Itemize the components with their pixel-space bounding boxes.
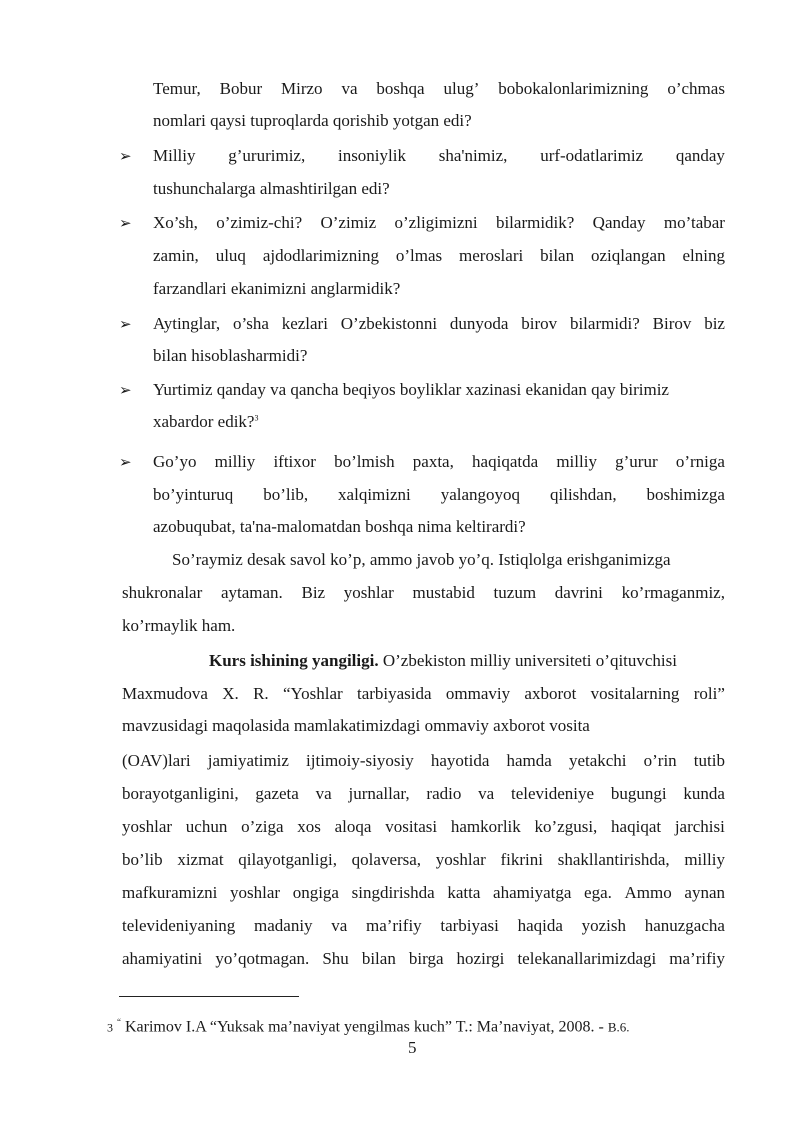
bullet-arrow-icon: ➢	[119, 453, 132, 471]
word: va	[341, 79, 358, 98]
word: “Yoshlar	[283, 684, 343, 703]
text-line: ko’rmaylik ham.	[122, 616, 236, 635]
word: insoniylik	[337, 146, 406, 165]
word: O’zbekistonni	[340, 314, 438, 333]
word: hozirgi	[456, 949, 505, 968]
word: yozish	[581, 916, 626, 935]
word: iftixor	[273, 452, 316, 471]
word: oziqlangan	[591, 246, 666, 265]
word: ajdodlarimizning	[262, 246, 379, 265]
word: Qanday	[592, 213, 646, 232]
word: xos	[297, 817, 321, 836]
list-item-line	[153, 212, 725, 234]
word: Mirzo	[281, 79, 323, 98]
word: bilan	[540, 246, 575, 265]
text-line	[153, 484, 725, 506]
word: haqiqatda	[472, 452, 539, 471]
word: va	[331, 916, 348, 935]
word: o’ziga	[241, 817, 284, 836]
footnote-number: 3	[107, 1020, 113, 1035]
word: tarbiyasida	[356, 684, 432, 703]
word: milliy	[214, 452, 256, 471]
text-line	[122, 882, 725, 904]
list-item-line	[153, 451, 725, 473]
text-line: farzandlari ekanimizni anglarmidik?	[153, 279, 401, 298]
word: va	[478, 784, 495, 803]
word: o’chmas	[667, 79, 725, 98]
word: hamda	[506, 751, 552, 770]
word: ahamiyatga	[493, 883, 572, 902]
word: ongiga	[292, 883, 339, 902]
word: ma’rifiy	[669, 949, 725, 968]
word: paxta,	[412, 452, 454, 471]
bullet-arrow-icon: ➢	[119, 381, 132, 399]
word: elning	[682, 246, 725, 265]
word: Maxmudova	[122, 684, 208, 703]
text-line	[153, 411, 258, 433]
text-line	[153, 245, 725, 267]
word: birov	[521, 314, 558, 333]
list-item-line: Yurtimiz qanday va qancha beqiyos boyliklar xazinasi ekanidan qay birimiz	[153, 380, 669, 399]
word: ko’zgusi,	[534, 817, 598, 836]
word: yetakchi	[568, 751, 627, 770]
bullet-arrow-icon: ➢	[119, 315, 132, 333]
text-line	[122, 582, 725, 604]
word: uluq	[215, 246, 246, 265]
word: jarchisi	[674, 817, 725, 836]
word: ahamiyatini	[122, 949, 203, 968]
text-line	[153, 78, 725, 100]
word: mustabid	[412, 583, 475, 602]
word: haqida	[517, 916, 563, 935]
word: bugungi	[610, 784, 667, 803]
word: R.	[253, 684, 269, 703]
word: hayotida	[430, 751, 490, 770]
word: Birov	[652, 314, 692, 333]
word: hanuzgacha	[644, 916, 725, 935]
section-heading: Kurs ishining yangiligi.	[209, 651, 379, 670]
word: yoshlar	[343, 583, 394, 602]
text-line	[122, 915, 725, 937]
word: televideniyaning	[122, 916, 236, 935]
word: aytaman.	[220, 583, 283, 602]
word: gazeta	[255, 784, 299, 803]
word: bo’yinturuq	[153, 485, 234, 504]
page-number: 5	[408, 1038, 417, 1057]
word: Milliy	[153, 146, 196, 165]
word: shukronalar	[122, 583, 203, 602]
word: urf-odatlarimiz	[540, 146, 644, 165]
word: tutib	[693, 751, 725, 770]
word: madaniy	[254, 916, 313, 935]
word: xalqimizni	[338, 485, 411, 504]
word: tarbiyasi	[440, 916, 499, 935]
word: tuzum	[493, 583, 537, 602]
word: boshqa	[376, 79, 425, 98]
word: zamin,	[153, 246, 199, 265]
text-line: bilan hisoblasharmidi?	[153, 346, 308, 365]
word: xizmat	[177, 850, 224, 869]
text-line	[122, 783, 725, 805]
word: singdirishda	[351, 883, 435, 902]
word: Shu	[322, 949, 349, 968]
footnote-text: Karimov I.A “Yuksak ma’naviyat yengilmas kuch” T.: Ma’naviyat, 2008. -	[125, 1018, 604, 1036]
footnote-divider	[119, 996, 299, 997]
word: O’zimiz	[320, 213, 377, 232]
word: biz	[704, 314, 725, 333]
word: qilayotganligi,	[238, 850, 337, 869]
word: birga	[408, 949, 444, 968]
text-line	[122, 683, 725, 705]
text-line	[122, 849, 725, 871]
word: televideniye	[511, 784, 595, 803]
bullet-arrow-icon: ➢	[119, 214, 132, 232]
list-item-line	[153, 313, 725, 335]
word: mo’tabar	[663, 213, 725, 232]
footnote-quote-mark: “	[117, 1017, 121, 1027]
word: yoshlar	[435, 850, 486, 869]
word: Go’yo	[153, 452, 197, 471]
word: axborot	[524, 684, 577, 703]
word: boshimizga	[646, 485, 725, 504]
word: o’zimiz-chi?	[216, 213, 303, 232]
paragraph-first-line: So’raymiz desak savol ko’p, ammo javob yo’q. Istiqlolga erishganimizga	[172, 550, 671, 569]
word: qolaversa,	[351, 850, 422, 869]
text-line	[122, 948, 725, 970]
word: o’rin	[643, 751, 677, 770]
word: milliy	[684, 850, 725, 869]
bullet-arrow-icon: ➢	[119, 147, 132, 165]
word: Aytinglar,	[153, 314, 221, 333]
word: ma’rifiy	[365, 916, 422, 935]
word: ulug’	[443, 79, 480, 98]
word: o’zligimizni	[394, 213, 478, 232]
word: bo’lmish	[334, 452, 395, 471]
word: va	[315, 784, 332, 803]
word: kezlari	[281, 314, 328, 333]
word: bo’lib,	[263, 485, 309, 504]
word: shakllantirishda,	[557, 850, 670, 869]
word: Biz	[301, 583, 326, 602]
footnote-page-ref: B.6.	[607, 1019, 630, 1035]
word: telekanallarimizdagi	[517, 949, 657, 968]
text-line	[122, 750, 725, 772]
word: qilishdan,	[550, 485, 617, 504]
word: jurnallar,	[348, 784, 410, 803]
word: X.	[222, 684, 239, 703]
word: milliy	[556, 452, 597, 471]
word: haqiqat	[611, 817, 662, 836]
word: bo’lib	[122, 850, 163, 869]
word: ommaviy	[445, 684, 511, 703]
word: g’ururimiz,	[228, 146, 306, 165]
word: o’sha	[232, 314, 269, 333]
word: yo’qotmagan.	[215, 949, 310, 968]
text-line: mavzusidagi maqolasida mamlakatimizdagi ommaviy axborot vosita	[122, 716, 590, 735]
word: meroslari	[459, 246, 524, 265]
list-item-line	[153, 145, 725, 167]
word: roli”	[693, 684, 725, 703]
word: Temur,	[153, 79, 201, 98]
word: aynan	[684, 883, 725, 902]
word: radio	[426, 784, 462, 803]
word: jamiyatimiz	[207, 751, 289, 770]
word: bilan	[361, 949, 396, 968]
footnote	[107, 1012, 630, 1037]
word: Ammo	[624, 883, 672, 902]
word: vositasi	[385, 817, 438, 836]
word: bilarmidik?	[495, 213, 575, 232]
word: davrini	[554, 583, 603, 602]
word: Bobur	[219, 79, 263, 98]
word: uchun	[185, 817, 228, 836]
line-text: xabardor edik?	[153, 412, 255, 431]
word: g’urur	[615, 452, 658, 471]
word: kunda	[683, 784, 725, 803]
word: dunyoda	[449, 314, 509, 333]
word: sha'nimiz,	[438, 146, 508, 165]
word: vositalarning	[590, 684, 680, 703]
word: katta	[447, 883, 481, 902]
word: Xo’sh,	[153, 213, 198, 232]
word: hamkorlik	[450, 817, 521, 836]
word: ega.	[584, 883, 612, 902]
word: yoshlar	[230, 883, 281, 902]
word: qanday	[675, 146, 725, 165]
text-line: tushunchalarga almashtirilgan edi?	[153, 179, 390, 198]
word: yoshlar	[122, 817, 173, 836]
word: mafkuramizni	[122, 883, 218, 902]
line-text: O’zbekiston milliy universiteti o’qituvchisi	[378, 651, 677, 670]
word: o’lmas	[395, 246, 443, 265]
word: bilarmidi?	[569, 314, 640, 333]
word: (OAV)lari	[122, 751, 191, 770]
word: bobokalonlarimizning	[498, 79, 649, 98]
word: aloqa	[334, 817, 372, 836]
word: fikrini	[500, 850, 544, 869]
word: ko’rmaganmiz,	[621, 583, 725, 602]
word: borayotganligini,	[122, 784, 239, 803]
text-line: nomlari qaysi tuproqlarda qorishib yotgan edi?	[153, 111, 472, 130]
word: ijtimoiy-siyosiy	[306, 751, 414, 770]
footnote-marker: 3	[254, 413, 259, 423]
word: o’rniga	[675, 452, 725, 471]
text-line	[122, 816, 725, 838]
word: yalangoyoq	[440, 485, 521, 504]
paragraph-first-line	[209, 650, 677, 672]
text-line: azobuqubat, ta'na-malomatdan boshqa nima keltirardi?	[153, 517, 526, 536]
